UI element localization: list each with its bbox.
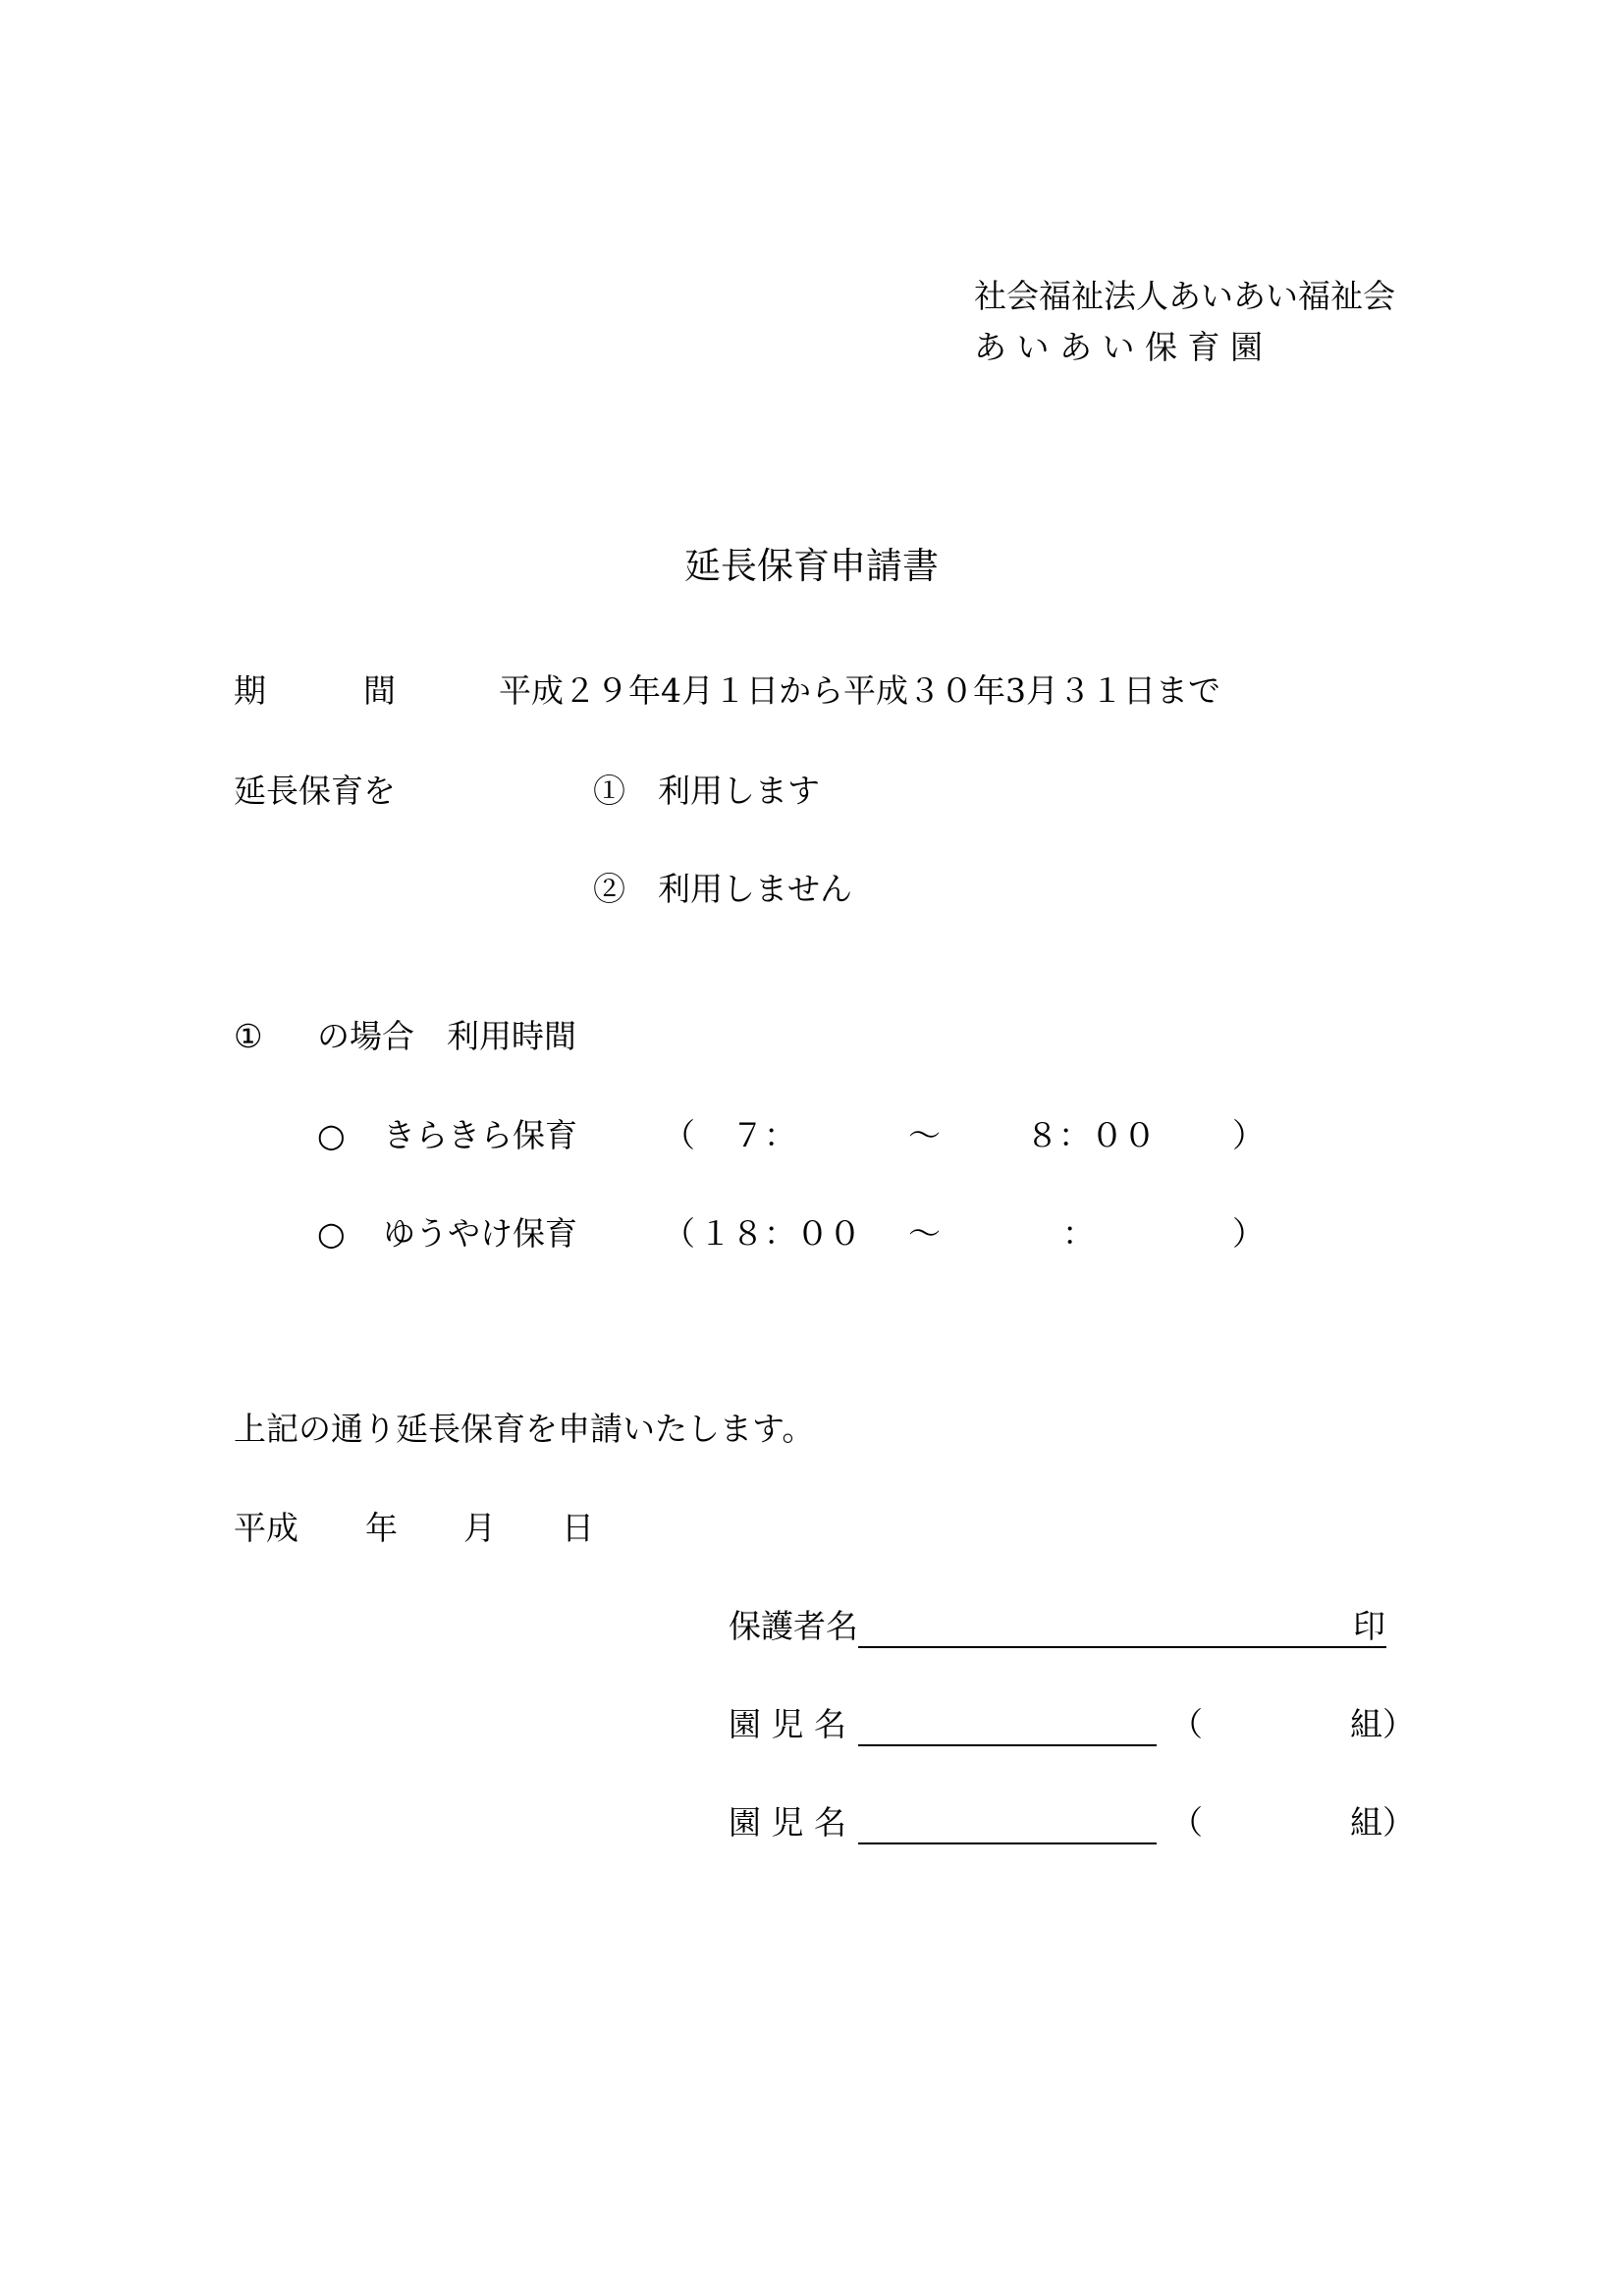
usage-option-not-use[interactable]: ② 利用しません (593, 870, 852, 908)
date-year[interactable]: 年 (365, 1509, 398, 1547)
date-day[interactable]: 日 (562, 1509, 594, 1547)
usage-label: 延長保育を (234, 772, 396, 810)
child-class-open-paren-1: （ (1170, 1705, 1203, 1743)
kirakira-open-paren: （ (663, 1116, 695, 1154)
document-title: 延長保育申請書 (684, 545, 939, 587)
yuyake-close-paren: ） (1232, 1214, 1265, 1253)
yuyake-bullet: ○ (317, 1214, 346, 1253)
school-name: あ い あ い 保 育 園 (974, 328, 1263, 366)
yuyake-start-time[interactable]: １８：００ (699, 1214, 861, 1253)
child-name-field-1[interactable] (858, 1744, 1157, 1746)
child-name-label-2: 園 児 名 (729, 1803, 846, 1842)
yuyake-open-paren: （ (663, 1214, 695, 1253)
yuyake-end-time[interactable]: ： (1062, 1214, 1095, 1253)
usage-option-use[interactable]: ① 利用します (593, 772, 820, 810)
time-section-label: の場合 利用時間 (317, 1017, 576, 1055)
time-section-marker: ① (234, 1017, 263, 1055)
guardian-name-label: 保護者名 (729, 1607, 858, 1645)
yuyake-name: ゆうやけ保育 (383, 1214, 577, 1253)
child-class-suffix-2: 組） (1350, 1803, 1415, 1842)
kirakira-start-time[interactable]: ７： (731, 1116, 796, 1154)
date-month[interactable]: 月 (463, 1509, 496, 1547)
kirakira-tilde: ～ (908, 1116, 941, 1154)
period-label: 期 間 (234, 671, 396, 710)
corporation-name: 社会福祉法人あいあい福祉会 (974, 277, 1395, 315)
seal-mark: 印 (1353, 1607, 1385, 1645)
date-era: 平成 (234, 1509, 298, 1547)
kirakira-close-paren: ） (1232, 1116, 1265, 1154)
child-name-field-2[interactable] (858, 1842, 1157, 1844)
kirakira-name: きらきら保育 (383, 1116, 577, 1154)
guardian-name-field[interactable] (858, 1646, 1386, 1648)
kirakira-end-time[interactable]: ８：００ (1026, 1116, 1156, 1154)
child-name-label-1: 園 児 名 (729, 1705, 846, 1743)
child-class-open-paren-2: （ (1170, 1803, 1203, 1842)
declaration-text: 上記の通り延長保育を申請いたします。 (234, 1410, 815, 1448)
child-class-suffix-1: 組） (1350, 1705, 1415, 1743)
period-value: 平成２９年4月１日から平成３０年3月３１日まで (499, 671, 1220, 710)
yuyake-tilde: ～ (908, 1214, 941, 1253)
kirakira-bullet: ○ (317, 1116, 346, 1154)
